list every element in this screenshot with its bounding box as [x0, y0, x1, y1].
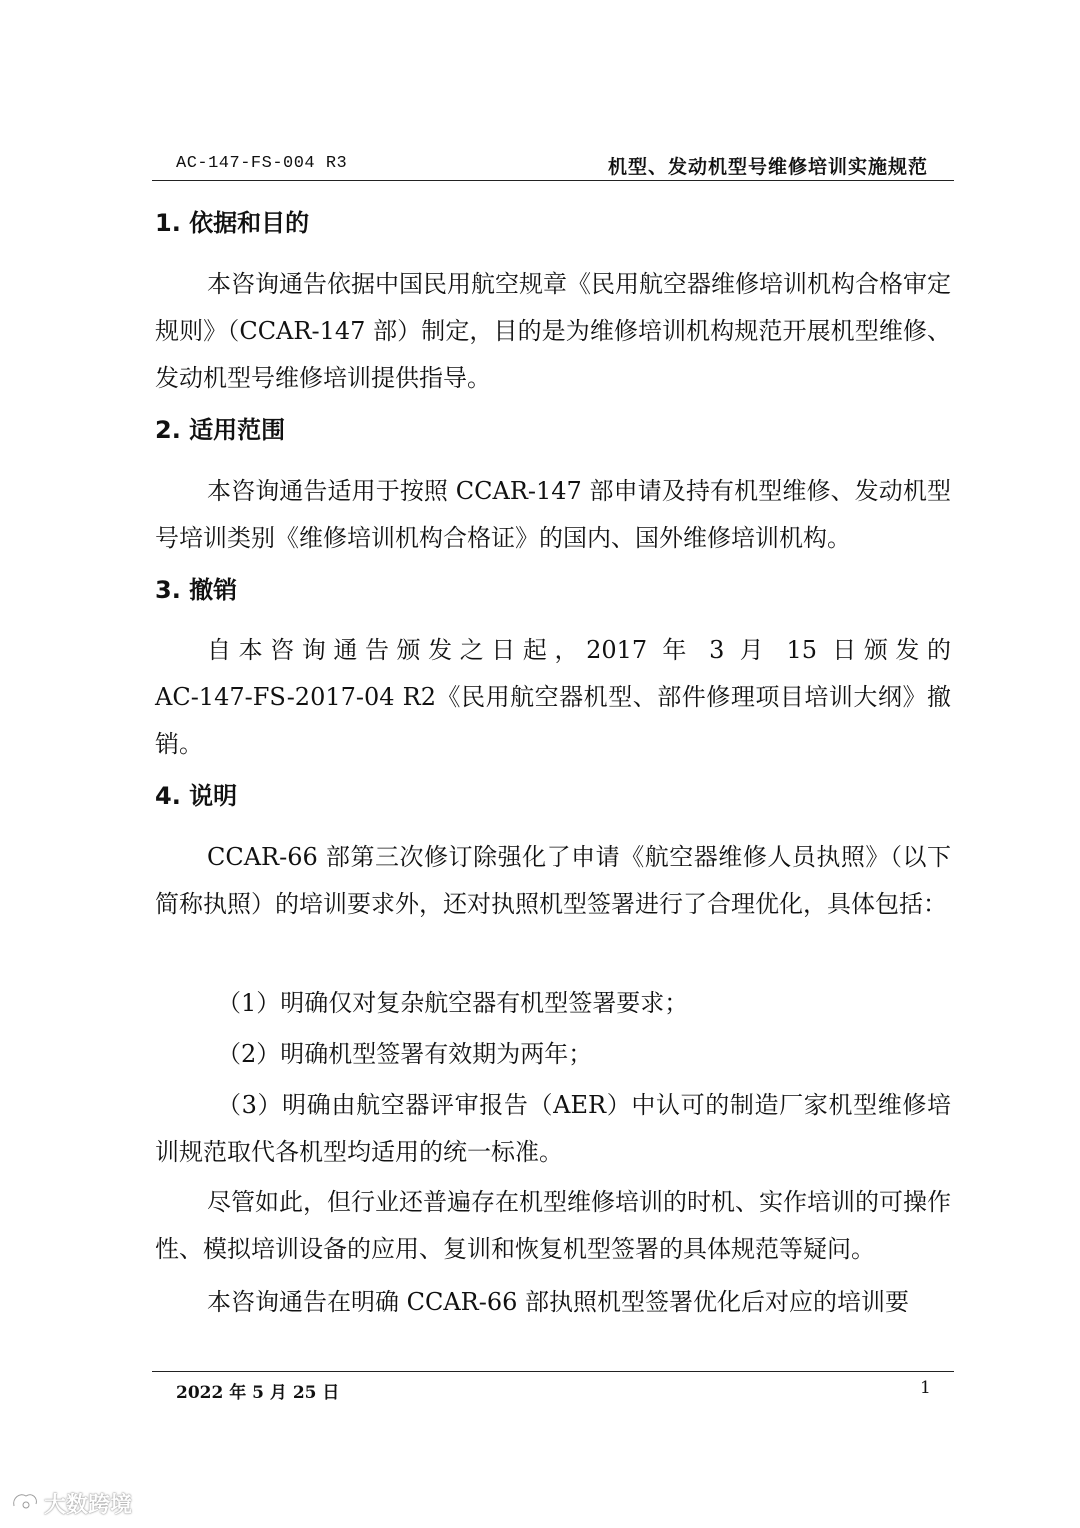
paragraph: 尽管如此，但行业还普遍存在机型维修培训的时机、实作培训的可操作性、模拟培训设备的应用、复训和恢复机型签署的具体规范等疑问。 — [155, 1188, 951, 1263]
footer-rule — [152, 1371, 954, 1372]
watermark-text: 大数跨境 — [44, 1493, 133, 1518]
paragraph: 本咨询通告依据中国民用航空规章《民用航空器维修培训机构合格审定规则》（CCAR-147 部）制定，目的是为维修培训机构规范开展机型维修、发动机型号维修培训提供指导。 — [155, 270, 951, 392]
section-heading-2: 2. 适用范围 — [155, 416, 286, 444]
watermark — [10, 1488, 132, 1519]
page-number: 1 — [920, 1378, 931, 1398]
header-doc-id: AC-147-FS-004 R3 — [176, 154, 348, 173]
paragraph: AC-147-FS-2017-04 R2《民用航空器机型、部件修理项目培训大纲》撤销。 — [155, 683, 951, 758]
section-heading-1: 1. 依据和目的 — [155, 209, 310, 237]
header-doc-title: 机型、发动机型号维修培训实施规范 — [607, 156, 928, 178]
list-item: （2）明确机型签署有效期为两年； — [217, 1040, 593, 1068]
list-item: （3）明确由航空器评审报告（AER）中认可的制造厂家机型维修培训规范取代各机型均适用的统一标准。 — [155, 1091, 951, 1166]
paragraph: 本咨询通告适用于按照 CCAR-147 部申请及持有机型维修、发动机型号培训类别《维修培训机构合格证》的国内、国外维修培训机构。 — [155, 477, 951, 552]
watermark-logo-icon — [10, 1490, 40, 1518]
header-rule — [152, 180, 954, 181]
paragraph: CCAR-66 部第三次修订除强化了申请《航空器维修人员执照》（以下简称执照）的培训要求外，还对执照机型签署进行了合理优化，具体包括： — [155, 843, 951, 918]
paragraph: 本咨询通告在明确 CCAR-66 部执照机型签署优化后对应的培训要 — [207, 1288, 910, 1316]
section-heading-3: 3. 撤销 — [155, 576, 238, 604]
list-item: （1）明确仅对复杂航空器有机型签署要求； — [217, 989, 689, 1017]
footer-date: 2022 年 5 月 25 日 — [176, 1383, 340, 1403]
paragraph: 自本咨询通告颁发之日起，2017 年 3 月 15 日颁发的 — [207, 636, 951, 664]
section-heading-4: 4. 说明 — [155, 782, 238, 810]
